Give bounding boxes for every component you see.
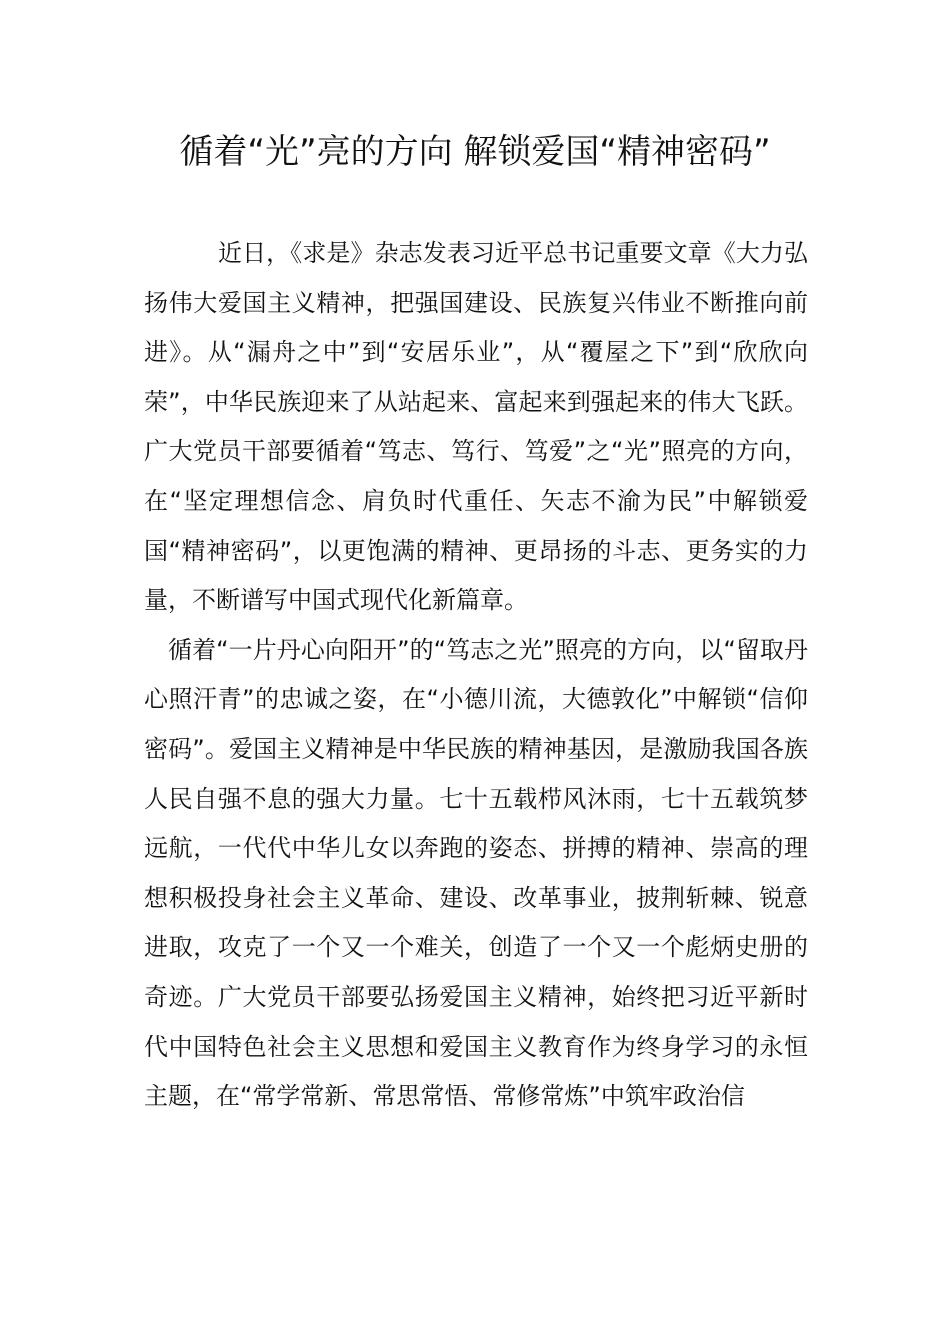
paragraph-faith: 循着“一片丹心向阳开”的“笃志之光”照亮的方向，以“留取丹心照汗青”的忠诚之姿，在“小德川流，大德敦化”中解锁“信仰密码”。爱国主义精神是中华民族的精神基因，是激励我国各族人民自强不息的强大力量。七十五载栉风沐雨，七十五载筑梦远航，一代代中华儿女以奔跑的姿态、拼搏的精神、崇高的理想积极投身社会主义革命、建设、改革事业，披荆斩棘、锐意进取，攻克了一个又一个难关，创造了一个又一个彪炳史册的奇迹。广大党员干部要弘扬爱国主义精神，始终把习近平新时代中国特色社会主义思想和爱国主义教育作为终身学习的永恒主题，在“常学常新、常思常悟、常修常炼”中筑牢政治信 bbox=[144, 635, 808, 1111]
document-title: 循着“光”亮的方向 解锁爱国“精神密码” bbox=[179, 132, 771, 172]
document-body bbox=[144, 229, 808, 1122]
paragraph-intro: 近日，《求是》杂志发表习近平总书记重要文章《大力弘扬伟大爱国主义精神，把强国建设、民族复兴伟业不断推向前进》。从“漏舟之中”到“安居乐业”，从“覆屋之下”到“欣欣向荣”，中华民族迎来了从站起来、富起来到强起来的伟大飞跃。广大党员干部要循着“笃志、笃行、笃爱”之“光”照亮的方向，在“坚定理想信念、肩负时代重任、矢志不渝为民”中解锁爱国“精神密码”，以更饱满的精神、更昂扬的斗志、更务实的力量，不断谱写中国式现代化新篇章。 bbox=[144, 239, 808, 615]
